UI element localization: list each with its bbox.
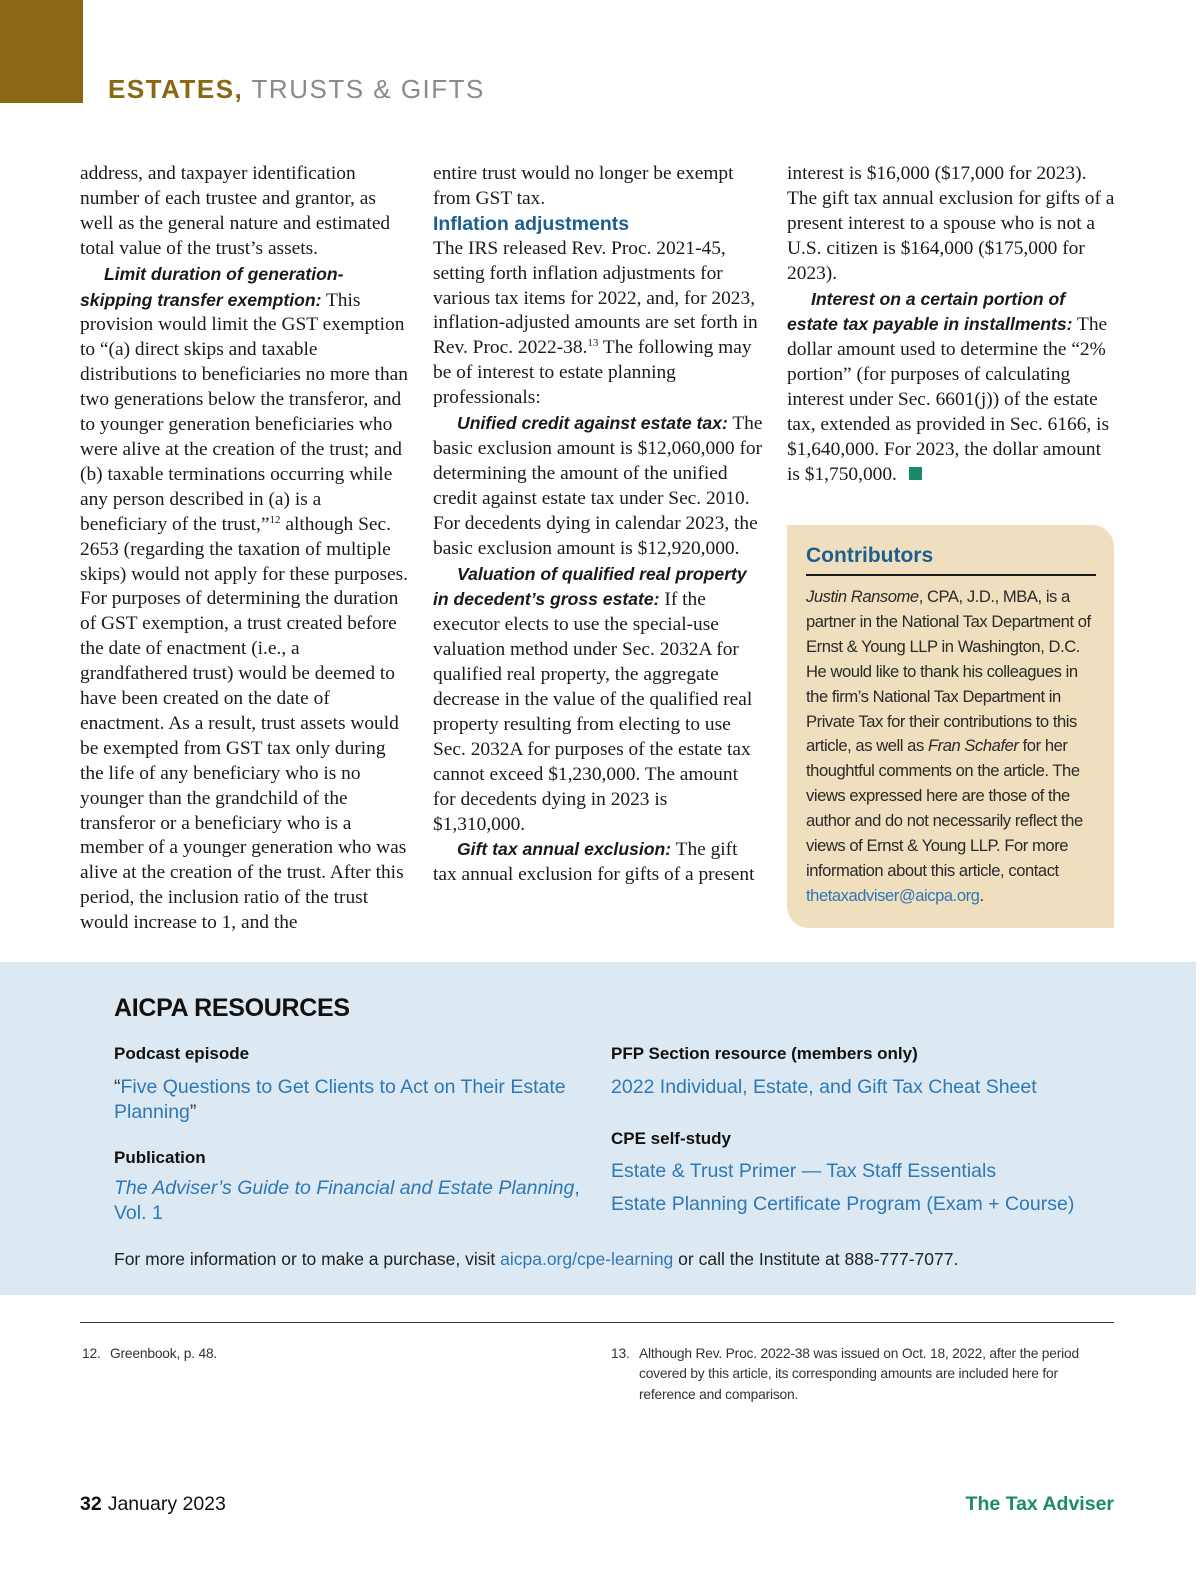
publication-link-block: The Adviser’s Guide to Financial and Estate Planning, Vol. 1 bbox=[114, 1177, 580, 1224]
publication-link[interactable]: The Adviser’s Guide to Financial and Estate Planning bbox=[114, 1177, 575, 1199]
footnote-number: 12. bbox=[82, 1346, 101, 1361]
footnote-divider bbox=[80, 1322, 1114, 1323]
footnote-number: 13. bbox=[611, 1346, 630, 1361]
contributors-text: Justin Ransome, CPA, J.D., MBA, is a partner in the National Tax Department of Ernst & Young LLP in Washington, D.C. He would like to thank his colleagues in the firm’s National Tax Department in Private Tax for their contributions to this article, as well as Fran Schafer for her thoughtful comments on the article. The views expressed here are those of the author and do not necessarily reflect the views of Ernst & Young LLP. For more information about this article, contact thetaxadviser@aicpa.org. bbox=[806, 587, 1091, 905]
contact-email-link[interactable]: thetaxadviser@aicpa.org bbox=[806, 885, 980, 905]
footnote-ref[interactable]: 13 bbox=[587, 337, 599, 350]
contributors-title: Contributors bbox=[806, 541, 1096, 576]
paragraph: Interest on a certain portion of estate tax payable in installments: The dollar amount used to determine the “2% portion” (for purposes of calculating interest under Sec. 6601(j)) of the estate tax, extended as provided in Sec. 6166, is $1,640,000. For 2023, the dollar amount is $1,750,000. bbox=[787, 288, 1110, 485]
page-footer-left bbox=[80, 1493, 226, 1516]
resources-footer: For more information or to make a purchase, visit aicpa.org/cpe-learning or call the Institute at 888-777-7077. bbox=[114, 1249, 959, 1269]
end-of-article-mark bbox=[909, 467, 922, 480]
run-in-heading: Valuation of qualified real property in decedent’s gross estate: bbox=[433, 563, 747, 610]
cpe-label: CPE self-study bbox=[611, 1129, 731, 1148]
paragraph: Gift tax annual exclusion: The gift tax annual exclusion for gifts of a present bbox=[433, 839, 755, 886]
contributors-box bbox=[787, 525, 1114, 928]
run-in-heading: Unified credit against estate tax: bbox=[457, 413, 728, 434]
run-in-heading: Gift tax annual exclusion: bbox=[457, 839, 672, 860]
paragraph: Limit duration of generation-skipping transfer exemption: This provision would limit the GST exemption to “(a) direct skips and taxable distributions to beneficiaries no more than two generations below the transferor, and to younger generation beneficiaries who were alive at the creation of the trust; and (b) taxable terminations occurring while any person described in (a) is a beneficiary of the trust,”$^{12}$ although Sec. 2653 (regarding the taxation of multiple skips) would not apply for these purposes. For purposes of determining the duration of GST exemption, a trust created before the date of enactment (i.e., a grandfathered trust) would be deemed to have been created on the date of enactment. As a result, trust assets would be exempted from GST tax only during the life of any beneficiary who is no younger than the grandchild of the transferor or a beneficiary who is a member of a younger generation who was alive at the creation of the trust. After this period, the inclusion ratio of the trust would increase to 1, and the bbox=[80, 263, 408, 934]
cpe-link-primer[interactable]: Estate & Trust Primer — Tax Staff Essentials bbox=[611, 1160, 997, 1182]
paragraph: Unified credit against estate tax: The basic exclusion amount is $12,060,000 for determining the amount of the unified credit against estate tax under Sec. 2010. For decedents dying in calendar 2023, the basic exclusion amount is $12,920,000. bbox=[433, 413, 763, 559]
contributor-name: Fran Schafer bbox=[927, 736, 1019, 756]
publication-label: Publication bbox=[114, 1148, 206, 1167]
paragraph: Valuation of qualified real property in decedent’s gross estate: If the executor elects to use the special-use valuation method under Sec. 2032A for qualified real property, the aggregate decrease in the value of the qualified real property resulting from electing to use Sec. 2032A for purposes of the estate tax cannot exceed $1,230,000. The amount for decedents dying in 2023 is $1,310,000. bbox=[433, 563, 753, 835]
run-in-heading: Limit duration of generation-skipping transfer exemption: bbox=[80, 263, 344, 310]
article-column-2 bbox=[433, 162, 763, 888]
footnote-text: Although Rev. Proc. 2022-38 was issued on Oct. 18, 2022, after the period covered by this article, its corresponding amounts are included here for reference and comparison. bbox=[639, 1346, 1079, 1402]
cpe-link-certificate[interactable]: Estate Planning Certificate Program (Exam + Course) bbox=[611, 1193, 1075, 1215]
resources-title: AICPA RESOURCES bbox=[114, 994, 350, 1022]
footnote-ref[interactable]: 12 bbox=[269, 513, 281, 526]
section-color-block bbox=[0, 0, 83, 103]
page-number: 32 bbox=[80, 1493, 102, 1515]
cpe-learning-link[interactable]: aicpa.org/cpe-learning bbox=[500, 1249, 674, 1269]
footnote-text: Greenbook, p. 48. bbox=[110, 1346, 218, 1361]
paragraph: address, and taxpayer identification number of each trustee and grantor, as well as the general nature and estimated total value of the trust’s assets. bbox=[80, 163, 391, 259]
paragraph: entire trust would no longer be exempt from GST tax. bbox=[433, 163, 734, 209]
contributor-name: Justin Ransome bbox=[806, 587, 919, 606]
article-column-1 bbox=[80, 162, 410, 936]
section-header bbox=[108, 74, 485, 105]
paragraph: The IRS released Rev. Proc. 2021-45, setting forth inflation adjustments for various tax items for 2022, and, for 2023, inflation-adjusted amounts are set forth in Rev. Proc. 2022-38.13 The following may be of interest to estate planning professionals: bbox=[433, 237, 758, 409]
podcast-link[interactable]: Five Questions to Get Clients to Act on Their Estate Planning bbox=[114, 1076, 566, 1123]
footnote-13 bbox=[611, 1344, 1111, 1405]
podcast-label: Podcast episode bbox=[114, 1044, 250, 1063]
subheading: Inflation adjustments bbox=[433, 212, 630, 235]
article-column-3 bbox=[787, 162, 1117, 488]
pfp-label: PFP Section resource (members only) bbox=[611, 1044, 918, 1063]
footnote-12 bbox=[82, 1344, 562, 1364]
aicpa-resources-panel bbox=[0, 962, 1196, 1295]
section-header-bold: ESTATES, bbox=[108, 74, 244, 104]
publication-name: The Tax Adviser bbox=[965, 1493, 1114, 1515]
pfp-link[interactable]: 2022 Individual, Estate, and Gift Tax Cheat Sheet bbox=[611, 1076, 1037, 1098]
section-header-light: TRUSTS & GIFTS bbox=[251, 74, 485, 104]
paragraph: interest is $16,000 ($17,000 for 2023). The gift tax annual exclusion for gifts of a present interest to a spouse who is not a U.S. citizen is $164,000 ($175,000 for 2023). bbox=[787, 163, 1115, 284]
run-in-heading: Interest on a certain portion of estate tax payable in installments: bbox=[787, 288, 1073, 335]
issue-date: January 2023 bbox=[107, 1493, 226, 1515]
podcast-link-block: “Five Questions to Get Clients to Act on Their Estate Planning” bbox=[114, 1076, 566, 1123]
